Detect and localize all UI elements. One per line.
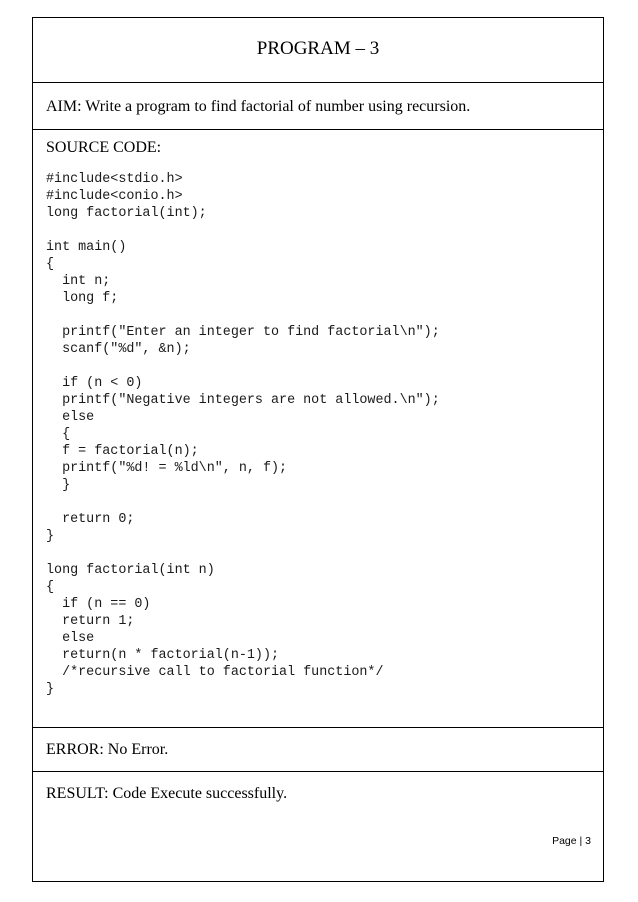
- code-line: return 0;: [46, 512, 135, 527]
- code-line: #include<stdio.h>: [46, 172, 183, 187]
- code-line: f = factorial(n);: [46, 444, 199, 459]
- code-line: [46, 494, 440, 511]
- code-line: long f;: [46, 291, 119, 306]
- code-line: }: [46, 529, 55, 544]
- code-line: }: [46, 682, 55, 697]
- code-line: /*recursive call to factorial function*/: [46, 665, 384, 680]
- source-code-block: [46, 171, 440, 698]
- aim-section: [33, 83, 603, 130]
- source-code-heading: SOURCE CODE:: [46, 139, 162, 156]
- code-line: printf("%d! = %ld\n", n, f);: [46, 461, 288, 476]
- result-text: RESULT: Code Execute successfully.: [46, 785, 288, 802]
- code-line: [46, 358, 440, 375]
- code-line: [46, 545, 440, 562]
- code-line: else: [46, 410, 95, 425]
- page-number: Page | 3: [552, 835, 591, 847]
- program-title: PROGRAM – 3: [256, 38, 380, 59]
- code-line: if (n < 0): [46, 376, 143, 391]
- source-code-section: [33, 130, 603, 728]
- code-line: {: [46, 580, 55, 595]
- error-section: [33, 728, 603, 772]
- title-section: [33, 18, 603, 83]
- code-line: if (n == 0): [46, 597, 151, 612]
- code-line: #include<conio.h>: [46, 189, 183, 204]
- aim-text: AIM: Write a program to find factorial of number using recursion.: [46, 98, 471, 115]
- code-line: {: [46, 427, 71, 442]
- code-line: [46, 222, 440, 239]
- code-line: long factorial(int n): [46, 563, 215, 578]
- code-line: long factorial(int);: [46, 206, 207, 221]
- code-line: int n;: [46, 274, 111, 289]
- code-line: int main(): [46, 240, 127, 255]
- document-frame: [32, 17, 604, 882]
- code-line: }: [46, 478, 71, 493]
- code-line: else: [46, 631, 95, 646]
- code-line: [46, 307, 440, 324]
- code-line: scanf("%d", &n);: [46, 342, 191, 357]
- code-line: return 1;: [46, 614, 135, 629]
- result-section: [33, 772, 603, 881]
- code-line: printf("Enter an integer to find factorial\n");: [46, 325, 440, 340]
- error-text: ERROR: No Error.: [46, 741, 169, 758]
- code-line: printf("Negative integers are not allowed.\n");: [46, 393, 440, 408]
- code-line: {: [46, 257, 55, 272]
- code-line: return(n * factorial(n-1));: [46, 648, 280, 663]
